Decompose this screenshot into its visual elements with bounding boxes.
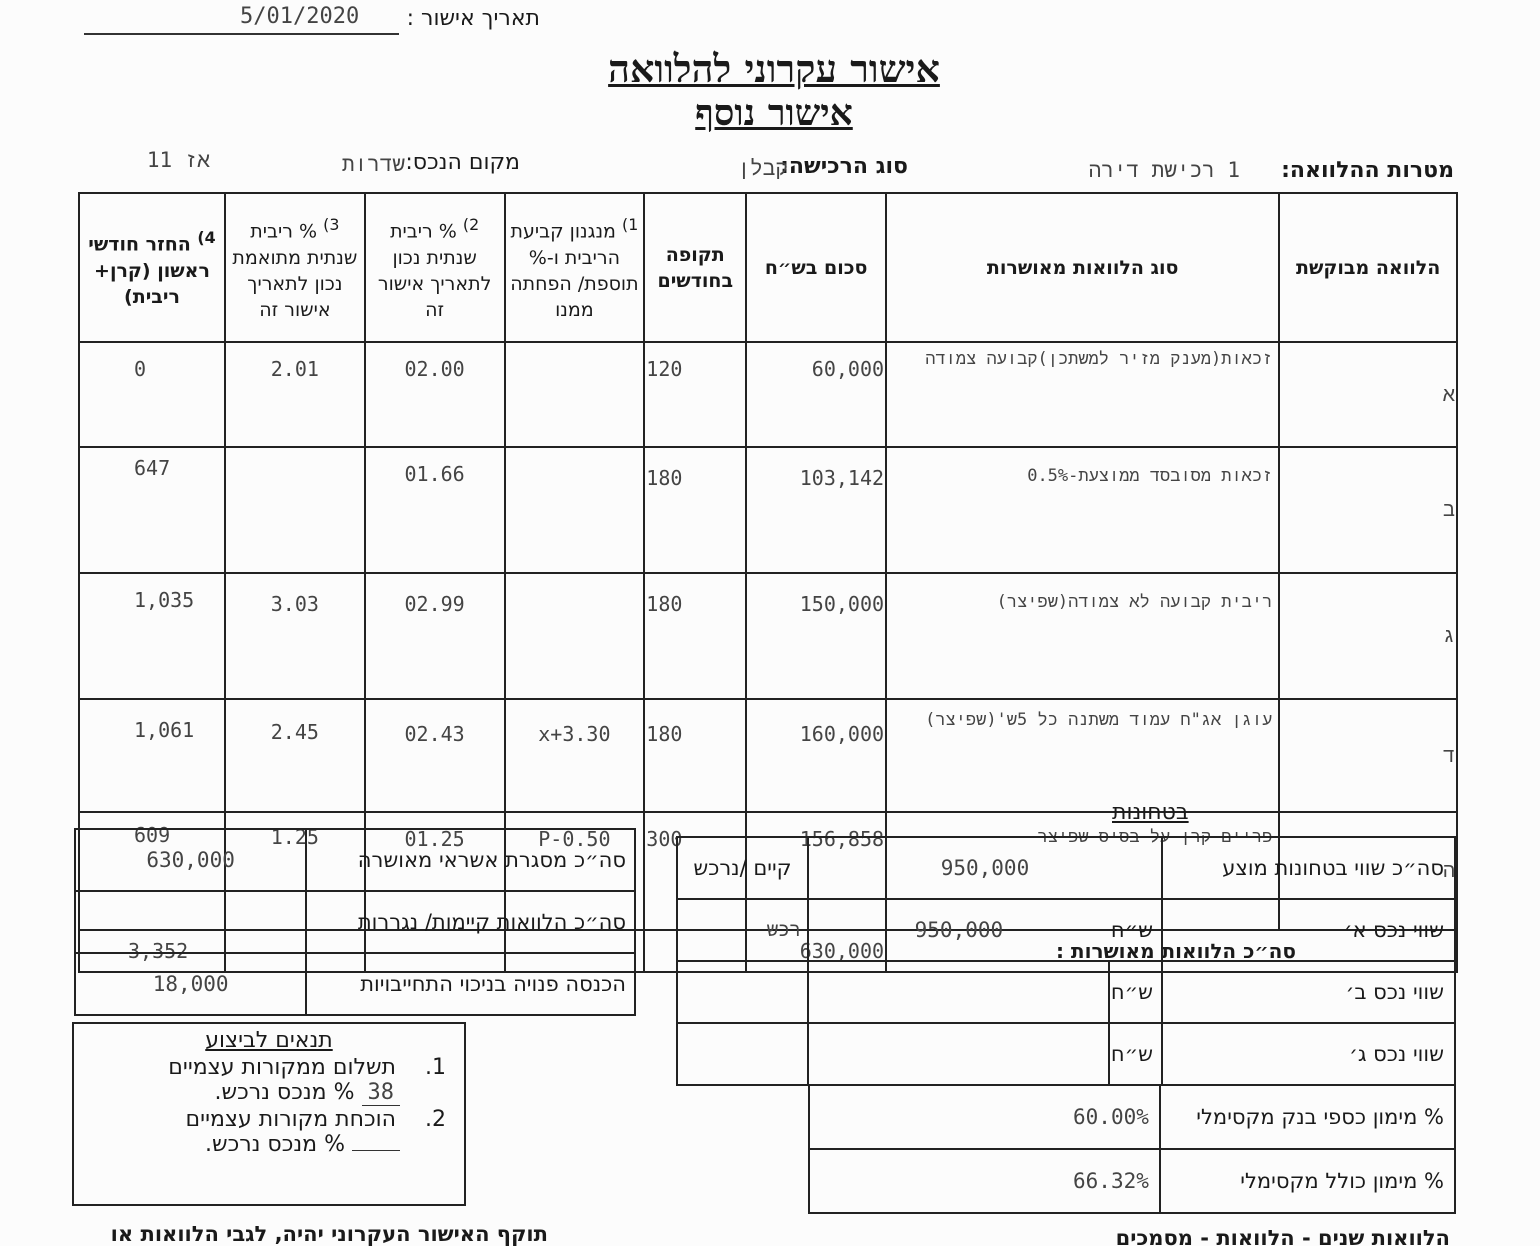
table-row [79,447,1457,573]
table-row [677,837,1455,899]
property-value [808,961,1109,1023]
table-row [75,891,635,953]
purpose-label: מטרות ההלוואה: [1281,158,1454,183]
collateral-status-label: קיים /נרכש [677,837,808,899]
condition-text: תשלום ממקורות עצמיים [168,1055,396,1080]
location-label: מקום הנכס: [405,150,520,175]
property-status [677,961,808,1023]
credit-summary-box [74,828,636,1016]
loan-mechanism [505,342,645,447]
table-row [79,342,1457,447]
col-first-payment: $^{4)}$ החזר חודשי ראשון (קרן+ ריבית) [79,193,225,342]
table-row [79,573,1457,699]
conditions-box [72,1022,466,1206]
location-value: שדרות [341,152,405,176]
credit-label: סה״כ הלוואות קיימות/ נגררות [306,891,635,953]
loan-adjusted-rate: 3.03 [225,573,365,699]
purpose-value: 1 רכישת דירה [1088,158,1240,182]
condition-number: 2. [425,1107,446,1132]
loan-amount: 156,858 [746,812,886,930]
loan-mechanism [505,447,645,573]
page-title: אישור עקרוני להלוואה [608,46,940,91]
property-value [808,1023,1109,1085]
collateral-title: בטחונות [1112,800,1189,825]
collateral-total-label: סה״כ שווי בטחונות מוצע [1162,837,1455,899]
conditions-title: תנאים לביצוע [205,1028,333,1053]
table-row [677,899,1455,961]
table-row [809,1085,1455,1149]
purchase-type-value: קבלן [737,156,788,180]
loan-type: זכאות מסובסד ממוצעת-0.5% [886,447,1279,573]
approval-date-label: תאריך אישור : [406,6,540,31]
table-row [677,1023,1455,1085]
loan-mechanism: P-0.50 [505,812,645,930]
property-status: רכש [677,899,808,961]
ltv-total-value: 66.32% [809,1149,1160,1213]
property-currency: ש״ח [1109,1023,1162,1085]
credit-value: 18,000 [75,953,306,1015]
credit-value: 630,000 [75,829,306,891]
loan-rate: 01.66 [365,447,505,573]
col-amount: סכום בש״ח [746,193,886,342]
loan-payment: 609 [79,812,225,930]
loan-letter: ד [1442,742,1455,767]
col-mechanism: $^{1)}$ מנגנון קביעת הריבית ו-% תוספת/ הפחתה ממנו [505,193,645,342]
property-label: שווי נכס א׳ [1162,899,1455,961]
col-adjusted-rate: $^{3)}$ % ריבית שנתית מתואמת נכון לתאריך אישור זה [225,193,365,342]
credit-label: סה״כ מסגרת אשראי מאושרה [306,829,635,891]
approval-date: 5/01/2020 [240,4,360,29]
credit-label: הכנסה פנויה בניכוי התחייבויות [306,953,635,1015]
loan-adjusted-rate: 2.45 [225,699,365,812]
purchase-type-label: סוג הרכישה: [780,154,908,179]
reference-value: אז 11 [146,148,210,172]
property-currency: ש״ח [1109,961,1162,1023]
credit-value [75,891,306,953]
col-period: תקופה בחודשים [644,193,746,342]
col-loan-type: סוג הלוואות מאושרות [886,193,1279,342]
condition-percent [352,1150,400,1151]
loan-rate: 02.43 [365,699,505,812]
loan-letter: א [1442,381,1455,406]
loan-amount: 60,000 [746,342,886,447]
total-payment: 3,352 [79,930,225,972]
date-underline [84,33,399,35]
footer-right-text: הלוואות שנים - הלוואות - מסמכים [1115,1226,1450,1246]
condition-item [74,1107,464,1132]
condition-text: הוכחת מקורות עצמיים [185,1107,396,1132]
loan-period: 180 [644,573,746,699]
loan-adjusted-rate [225,447,365,573]
loan-payment: 0 [79,342,225,447]
loan-period: 120 [644,342,746,447]
loan-letter: ה [1442,858,1455,882]
table-row [79,699,1457,812]
page-subtitle: אישור נוסף [695,92,853,134]
loan-period: 180 [644,447,746,573]
condition-percent: 38 [362,1080,401,1106]
loan-type: עוגן אג"ח עמוד משתנה כל 5ש'(שפיצר) [886,699,1279,812]
loan-payment: 1,035 [79,573,225,699]
loan-amount: 150,000 [746,573,886,699]
ltv-bank-value: 60.00% [809,1085,1160,1149]
condition-number: 1. [425,1055,446,1080]
table-row [677,961,1455,1023]
property-label: שווי נכס ג׳ [1162,1023,1455,1085]
loan-payment: 1,061 [79,699,225,812]
condition-item [74,1055,464,1080]
loan-type: זכאות(מענק מזיר למשתכן)קבועה צמודה [886,342,1279,447]
loan-adjusted-rate: 2.01 [225,342,365,447]
loan-period: 300 [644,812,746,930]
property-label: שווי נכס ב׳ [1162,961,1455,1023]
footer-left-text: תוקף האישור העקרוני יהיה, לגבי הלוואות או [110,1222,548,1246]
collateral-total-value: 950,000 [808,837,1162,899]
condition-suffix: % מנכס נרכש. [214,1080,355,1105]
table-row [809,1149,1455,1213]
ltv-total-label: % מימון כולל מקסימלי [1160,1149,1455,1213]
ltv-table [808,1084,1456,1214]
ltv-bank-label: % מימון כספי בנק מקסימלי [1160,1085,1455,1149]
property-value: 950,000 [808,899,1109,961]
loan-letter: ב [1442,497,1455,521]
loan-payment: 647 [79,447,225,573]
loan-amount: 103,142 [746,447,886,573]
table-row [75,829,635,891]
loan-amount: 160,000 [746,699,886,812]
total-amount: 630,000 [746,930,886,972]
loan-type: פריים-קרן על בסיס שפיצר [886,812,1279,930]
loan-rate: 01.25 [365,812,505,930]
condition-suffix: % מנכס נרכש. [205,1132,345,1157]
loan-rate: 02.99 [365,573,505,699]
loan-adjusted-rate: 1.25 [225,812,365,930]
loan-rate: 02.00 [365,342,505,447]
col-rate: $^{2)}$ % ריבית שנתית נכון לתאריך אישור זה [365,193,505,342]
table-row [75,953,635,1015]
loan-period: 180 [644,699,746,812]
loans-table-header [79,193,1457,342]
loan-letter: ג [1442,623,1455,647]
loan-type: ריבית קבועה לא צמודה(שפיצר) [886,573,1279,699]
loan-mechanism: x+3.30 [505,699,645,812]
collateral-table [676,836,1456,1086]
property-status [677,1023,808,1085]
col-requested-loan: הלוואה מבוקשת [1279,193,1457,342]
property-currency: ש״ח [1109,899,1162,961]
loan-mechanism [505,573,645,699]
total-label: סה״כ הלוואות מאושרות : [886,930,1457,972]
